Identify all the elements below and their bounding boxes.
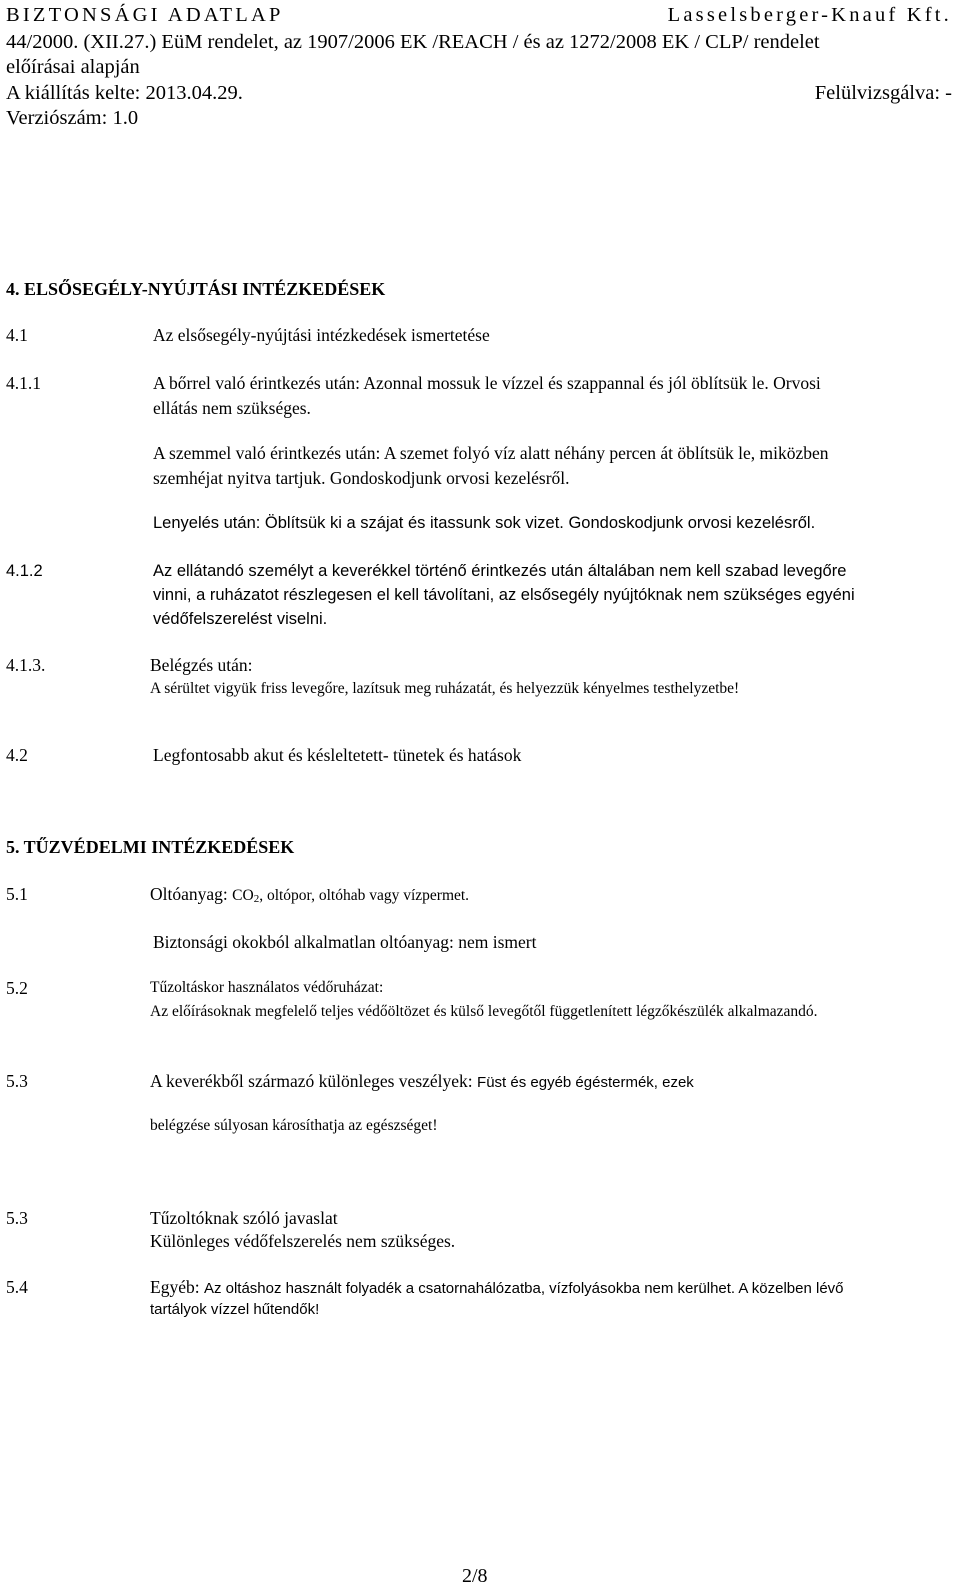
firefighter-advice-title: Tűzoltóknak szóló javaslat xyxy=(150,1208,338,1228)
other-info-label: Egyéb: xyxy=(150,1277,204,1297)
section-5-3b-number: 5.3 xyxy=(6,1208,28,1228)
section-5-heading: 5. TŰZVÉDELMI INTÉZKEDÉSEK xyxy=(6,837,295,857)
regulation-line-1: 44/2000. (XII.27.) EüM rendelet, az 1907/2006 EK /REACH / és az 1272/2008 EK / CLP/ rendelet xyxy=(6,31,820,53)
section-4-heading: 4. ELSŐSEGÉLY-NYÚJTÁSI INTÉZKEDÉSEK xyxy=(6,279,386,299)
skin-contact-line-1: A bőrrel való érintkezés után: Azonnal mossuk le vízzel és szappannal és jól öblítsük le. Orvosi xyxy=(153,373,821,393)
section-4-1-2-line-2: vinni, a ruházatot részlegesen el kell távolítani, az elsősegély nyújtóknak nem szükséges egyéni xyxy=(153,586,855,604)
ingestion-text: Lenyelés után: Öblítsük ki a szájat és itassunk sok vizet. Gondoskodjunk orvosi kezelésről. xyxy=(153,514,816,532)
eye-contact-line-1: A szemmel való érintkezés után: A szemet folyó víz alatt néhány percen át öblítsük le, miközben xyxy=(153,443,829,463)
issue-date: A kiállítás kelte: 2013.04.29. xyxy=(6,82,243,104)
section-4-1-2-number: 4.1.2 xyxy=(6,562,43,580)
firefighter-gear-text: Az előírásoknak megfelelő teljes védőöltözet és külső levegőtől függetlenített légzőkészülék alkalmazandó. xyxy=(150,1003,818,1020)
section-4-1-1-number: 4.1.1 xyxy=(6,373,41,393)
extinguishing-media-value: $CO_2$, oltópor, oltóhab vagy vízpermet. xyxy=(232,887,470,905)
eye-contact-line-2: szemhéjat nyitva tartjuk. Gondoskodjunk orvosi kezelésről. xyxy=(153,468,570,488)
section-5-4-number: 5.4 xyxy=(6,1277,28,1297)
extinguishing-media xyxy=(150,886,469,905)
unsuitable-media: Biztonsági okokból alkalmatlan oltóanyag: nem ismert xyxy=(153,932,537,952)
other-info-line-2: tartályok vízzel hűtendők! xyxy=(150,1301,320,1318)
skin-contact-line-2: ellátás nem szükséges. xyxy=(153,398,311,418)
section-4-1-title: Az elsősegély-nyújtási intézkedések ismertetése xyxy=(153,325,490,345)
firefighter-advice-text: Különleges védőfelszerelés nem szükséges. xyxy=(150,1231,456,1251)
version-number: Verziószám: 1.0 xyxy=(6,107,139,129)
section-4-2-title: Legfontosabb akut és késleltetett- tünetek és hatások xyxy=(153,745,522,765)
revision-status: Felülvizsgálva: - xyxy=(814,82,952,104)
document-title: BIZTONSÁGI ADATLAP xyxy=(6,4,284,26)
other-info xyxy=(150,1279,844,1297)
special-hazards-value: Füst és egyéb égéstermék, ezek xyxy=(477,1074,694,1091)
section-4-2-number: 4.2 xyxy=(6,745,28,765)
regulation-line-2: előírásai alapján xyxy=(6,56,140,78)
section-4-1-2-line-3: védőfelszerelést viselni. xyxy=(153,610,328,628)
section-5-1-number: 5.1 xyxy=(6,884,28,904)
section-5-3-number: 5.3 xyxy=(6,1071,28,1091)
company-name: Lasselsberger-Knauf Kft. xyxy=(667,4,952,26)
section-4-1-number: 4.1 xyxy=(6,325,28,345)
extinguishing-media-label: Oltóanyag: xyxy=(150,884,233,904)
other-info-value: Az oltáshoz használt folyadék a csatornahálózatba, vízfolyásokba nem kerülhet. A közelben lévő xyxy=(203,1280,844,1297)
special-hazards-label: A keverékből származó különleges veszélyek: xyxy=(150,1071,478,1091)
inhalation-text: A sérültet vigyük friss levegőre, lazítsuk meg ruházatát, és helyezzük kényelmes testhelyzetbe! xyxy=(150,680,740,697)
section-5-2-number: 5.2 xyxy=(6,978,28,998)
section-4-1-3-number: 4.1.3. xyxy=(6,655,46,675)
firefighter-gear-title: Tűzoltáskor használatos védőruházat: xyxy=(150,979,384,996)
section-4-1-3-title: Belégzés után: xyxy=(150,655,253,675)
special-hazards-line-2: belégzése súlyosan károsíthatja az egészséget! xyxy=(150,1117,438,1134)
special-hazards xyxy=(150,1073,694,1091)
page-number: 2/8 xyxy=(462,1565,488,1587)
section-4-1-2-line-1: Az ellátandó személyt a keverékkel történő érintkezés után általában nem kell szabad levegőre xyxy=(153,562,847,580)
